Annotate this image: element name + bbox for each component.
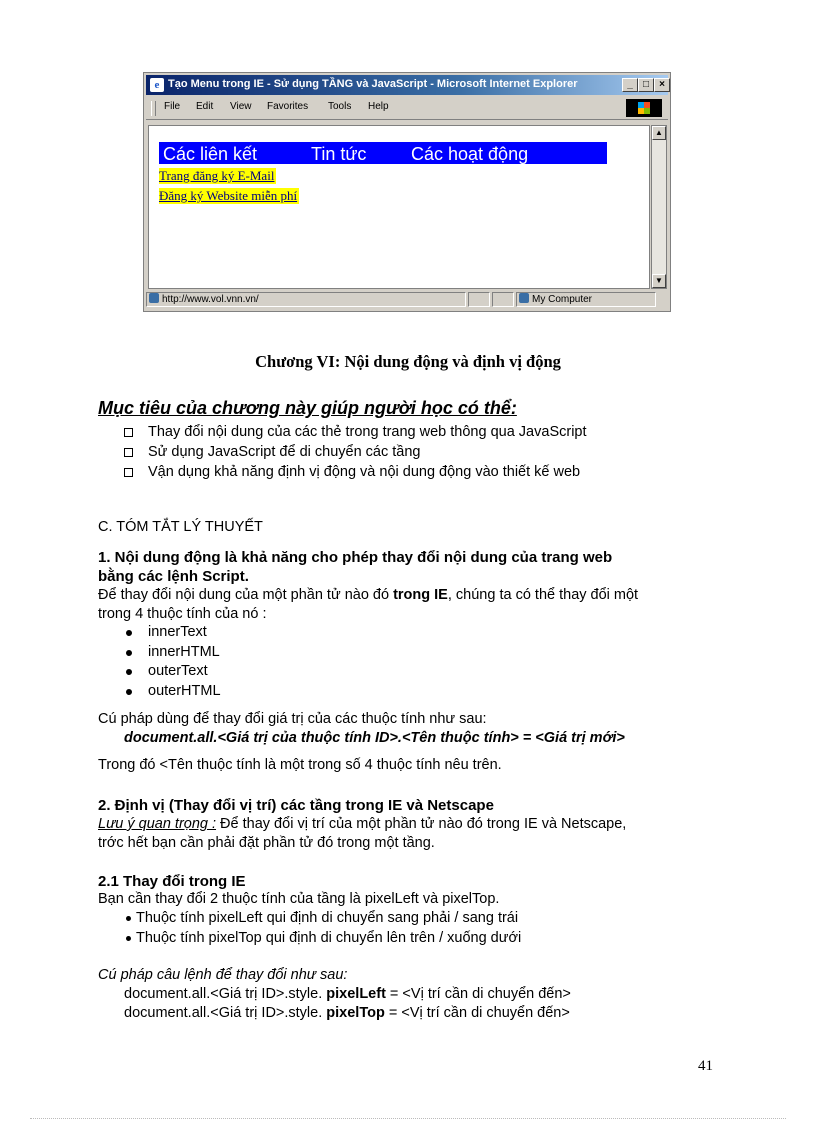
goals-title: Mục tiêu của chương này giúp người học có thể: [98,398,517,418]
browser-menubar [146,97,668,120]
browser-titlebar [146,75,668,95]
code-line-1: document.all.<Giá trị ID>.style. pixelLeft = <Vị trí cần di chuyển đến> [124,986,571,1002]
maximize-icon[interactable]: □ [638,78,654,92]
status-zone-pane [516,292,656,307]
menu-view[interactable]: View [230,101,252,112]
page-number: 41 [698,1058,713,1074]
list-item: outerHTML [124,682,221,702]
pixel-property-list [124,909,521,948]
close-icon[interactable]: × [654,78,670,92]
list-item: innerText [124,623,221,643]
status-url: http://www.vol.vnn.vn/ [162,294,259,305]
checkbox-bullet-icon [124,428,133,437]
minimize-icon[interactable]: _ [622,78,638,92]
section-2-1-intro: Bạn cần thay đổi 2 thuộc tính của tầng là pixelLeft và pixelTop. [98,891,500,907]
browser-statusbar [146,291,668,309]
browser-content [148,125,650,289]
chapter-title: Chương VI: Nội dung động và định vị động [255,352,561,371]
checkbox-bullet-icon [124,468,133,477]
status-pane-empty-1 [468,292,490,307]
scroll-down-icon[interactable]: ▼ [652,274,666,288]
section-1-paragraph: Để thay đổi nội dung của một phần tử nào đó trong IE, chúng ta có thể thay đổi một trong 4 thuộc tính của nó : [98,587,639,622]
section-c-heading: C. TÓM TẮT LÝ THUYẾT [98,519,263,535]
menu-activities[interactable]: Các hoạt động [411,144,529,164]
page-menu-bar [159,142,607,164]
syntax-intro-2: Cú pháp câu lệnh để thay đổi như sau: [98,967,348,983]
windows-logo-icon [626,99,662,117]
menu-tools[interactable]: Tools [328,101,352,112]
link-free-website[interactable]: Đăng ký Website miễn phí [159,188,298,203]
list-item: Sử dụng JavaScript để di chuyển các tầng [122,442,587,462]
checkbox-bullet-icon [124,448,133,457]
goals-list [122,422,587,482]
menu-edit[interactable]: Edit [196,101,214,112]
status-url-pane [146,292,466,307]
list-item: innerHTML [124,643,221,663]
browser-screenshot [143,72,671,312]
page-icon [149,293,159,303]
footer-divider [30,1118,786,1119]
list-item: Thay đổi nội dung của các thẻ trong trang web thông qua JavaScript [122,422,587,442]
section-2-note: Lưu ý quan trọng : Để thay đổi vị trí của một phần tử nào đó trong IE và Netscape, trớc hết bạn cần phải đặt phần tử đó trong một tầng. [98,816,627,851]
computer-icon [519,293,529,303]
link-email-register[interactable]: Trang đăng ký E-Mail [159,168,275,183]
list-item: Thuộc tính pixelTop qui định di chuyển lên trên / xuống dưới [124,929,521,949]
menu-file[interactable]: File [164,101,181,112]
status-pane-empty-2 [492,292,514,307]
browser-title: Tạo Menu trong IE - Sử dụng TẦNG và JavaScript - Microsoft Internet Explorer [168,78,578,90]
section-2-heading: 2. Định vị (Thay đổi vị trí) các tầng trong IE và Netscape [98,797,494,814]
section-1-heading: 1. Nội dung động là khả năng cho phép thay đổi nội dung của trang web bằng các lệnh Script. [98,549,613,585]
ie-logo-icon: e [150,78,164,92]
syntax-code: document.all.<Giá trị của thuộc tính ID>.<Tên thuộc tính> = <Giá trị mới> [124,730,625,746]
code-line-2: document.all.<Giá trị ID>.style. pixelTop = <Vị trí cần di chuyển đến> [124,1005,570,1021]
list-item: Vận dụng khả năng định vị động và nội dung động vào thiết kế web [122,462,587,482]
browser-scrollbar[interactable] [651,125,667,289]
section-2-1-heading: 2.1 Thay đổi trong IE [98,873,246,890]
menu-help[interactable]: Help [368,101,389,112]
syntax-note: Trong đó <Tên thuộc tính là một trong số 4 thuộc tính nêu trên. [98,757,502,773]
toolbar-grip-icon [151,101,156,116]
property-list [124,623,221,701]
menu-news[interactable]: Tin tức [311,144,367,164]
status-zone: My Computer [532,294,593,305]
menu-links[interactable]: Các liên kết [163,144,258,164]
menu-favorites[interactable]: Favorites [267,101,309,112]
list-item: outerText [124,662,221,682]
list-item: Thuộc tính pixelLeft qui định di chuyển sang phải / sang trái [124,909,521,929]
syntax-intro: Cú pháp dùng để thay đổi giá trị của các thuộc tính như sau: [98,711,487,727]
scroll-up-icon[interactable]: ▲ [652,126,666,140]
